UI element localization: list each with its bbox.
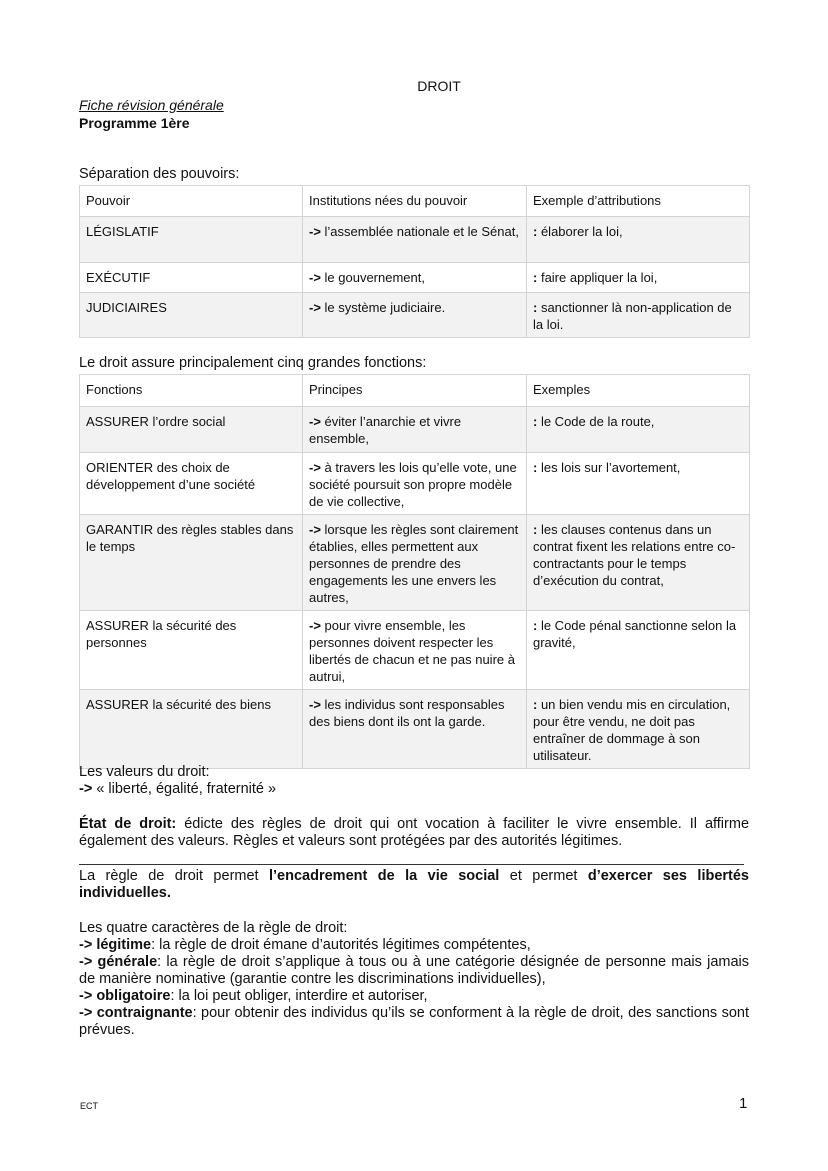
cell-institution: -> l’assemblée nationale et le Sénat, bbox=[303, 217, 527, 263]
fonctions-heading: Le droit assure principalement cinq grandes fonctions: bbox=[79, 355, 427, 371]
etat-de-droit-paragraph bbox=[79, 816, 749, 850]
caracteres-heading: Les quatre caractères de la règle de droit: bbox=[79, 920, 348, 936]
column-header: Fonctions bbox=[80, 375, 303, 407]
table-row bbox=[80, 611, 750, 690]
cell-principe: -> lorsque les règles sont clairement établies, elles permettent aux personnes de prendre des engagements les une envers les autres, bbox=[303, 515, 527, 611]
cell-fonction: ASSURER la sécurité des biens bbox=[80, 690, 303, 769]
list-item: -> générale: la règle de droit s’applique à tous ou à une catégorie désignée de personne mais jamais de manière nominative (garantie contre les discriminations individuelles), bbox=[79, 954, 749, 987]
column-header: Exemple d’attributions bbox=[527, 186, 750, 217]
cell-fonction: ASSURER la sécurité des personnes bbox=[80, 611, 303, 690]
cell-pouvoir: EXÉCUTIF bbox=[80, 263, 303, 293]
cell-institution: -> le gouvernement, bbox=[303, 263, 527, 293]
etat-de-droit-term: État de droit: bbox=[79, 816, 177, 832]
cell-attribution: : élaborer la loi, bbox=[527, 217, 750, 263]
table-header-row bbox=[80, 375, 750, 407]
caracteres-section bbox=[79, 920, 749, 1039]
footer-label: ECT bbox=[80, 1101, 98, 1111]
etat-de-droit-text: édicte des règles de droit qui ont vocation à faciliter le vivre ensemble. Il affirme également des valeurs. Règles et valeurs sont protégées par des autorités légitimes. bbox=[79, 816, 750, 849]
cell-attribution: : sanctionner là non-application de la loi. bbox=[527, 293, 750, 338]
separation-table bbox=[79, 185, 750, 338]
separation-heading: Séparation des pouvoirs: bbox=[79, 166, 240, 182]
cell-exemple: : le Code de la route, bbox=[527, 407, 750, 453]
cell-exemple: : les clauses contenus dans un contrat fixent les relations entre co-contractants pour le temps d’exécution du contrat, bbox=[527, 515, 750, 611]
cell-fonction: ORIENTER des choix de développement d’une société bbox=[80, 453, 303, 515]
fonctions-table bbox=[79, 374, 750, 769]
cell-principe: -> les individus sont responsables des biens dont ils ont la garde. bbox=[303, 690, 527, 769]
cell-institution: -> le système judiciaire. bbox=[303, 293, 527, 338]
column-header: Pouvoir bbox=[80, 186, 303, 217]
valeurs-section bbox=[79, 764, 749, 798]
cell-fonction: ASSURER l’ordre social bbox=[80, 407, 303, 453]
program-label: Programme 1ère bbox=[79, 115, 190, 131]
table-header-row bbox=[80, 186, 750, 217]
table-row bbox=[80, 263, 750, 293]
regle-paragraph: La règle de droit permet l’encadrement de la vie social et permet d’exercer ses libertés individuelles. bbox=[79, 868, 749, 901]
valeurs-text: -> « liberté, égalité, fraternité » bbox=[79, 781, 277, 797]
table-row bbox=[80, 407, 750, 453]
page-title: DROIT bbox=[417, 78, 461, 94]
table-row bbox=[80, 217, 750, 263]
cell-pouvoir: JUDICIAIRES bbox=[80, 293, 303, 338]
cell-principe: -> éviter l’anarchie et vivre ensemble, bbox=[303, 407, 527, 453]
page-number: 1 bbox=[739, 1095, 748, 1112]
list-item: -> obligatoire: la loi peut obliger, interdire et autoriser, bbox=[79, 988, 428, 1004]
table-row bbox=[80, 690, 750, 769]
cell-exemple: : le Code pénal sanctionne selon la gravité, bbox=[527, 611, 750, 690]
list-item: -> contraignante: pour obtenir des individus qu’ils se conforment à la règle de droit, des sanctions sont prévues. bbox=[79, 1005, 749, 1038]
column-header: Exemples bbox=[527, 375, 750, 407]
cell-principe: -> pour vivre ensemble, les personnes doivent respecter les libertés de chacun et ne pas nuire à autrui, bbox=[303, 611, 527, 690]
cell-pouvoir: LÉGISLATIF bbox=[80, 217, 303, 263]
list-item: -> légitime: la règle de droit émane d’autorités légitimes compétentes, bbox=[79, 937, 531, 953]
column-header: Institutions nées du pouvoir bbox=[303, 186, 527, 217]
cell-exemple: : un bien vendu mis en circulation, pour être vendu, ne doit pas entraîner de dommage à son utilisateur. bbox=[527, 690, 750, 769]
table-row bbox=[80, 453, 750, 515]
cell-fonction: GARANTIR des règles stables dans le temps bbox=[80, 515, 303, 611]
cell-attribution: : faire appliquer la loi, bbox=[527, 263, 750, 293]
horizontal-divider bbox=[79, 864, 744, 865]
valeurs-heading: Les valeurs du droit: bbox=[79, 764, 210, 780]
column-header: Principes bbox=[303, 375, 527, 407]
cell-principe: -> à travers les lois qu’elle vote, une société poursuit son propre modèle de vie collective, bbox=[303, 453, 527, 515]
table-row bbox=[80, 515, 750, 611]
cell-exemple: : les lois sur l’avortement, bbox=[527, 453, 750, 515]
table-row bbox=[80, 293, 750, 338]
document-subtitle: Fiche révision générale bbox=[79, 97, 224, 113]
